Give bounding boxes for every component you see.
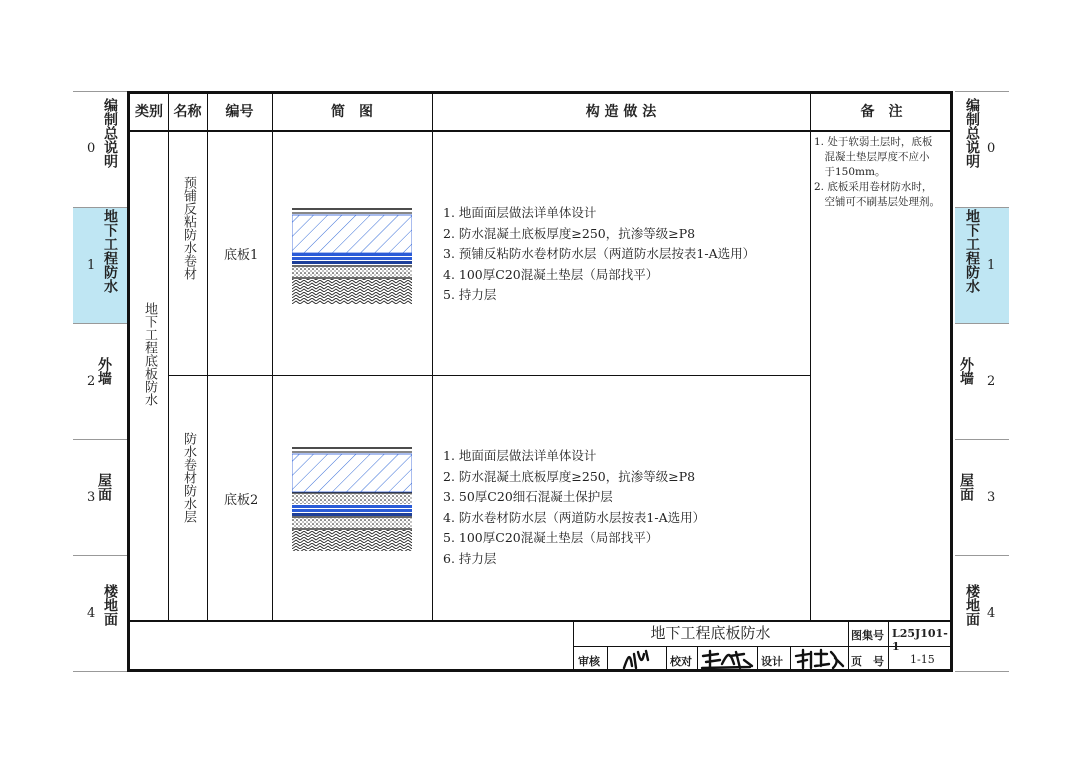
tab-label: 外墙: [96, 357, 112, 385]
row2-name: 防水卷材防水层: [181, 432, 196, 523]
left-tab-0[interactable]: [73, 91, 127, 207]
concrete-slab-layer: [292, 454, 412, 492]
header-diagram: 简 图: [331, 104, 373, 120]
header-code: 编号: [225, 104, 254, 120]
col-line-5: [810, 94, 811, 620]
row1-section-diagram: [292, 208, 412, 306]
page-number: 1-15: [910, 653, 935, 666]
cushion-layer: [292, 518, 412, 528]
membrane-layer: [292, 509, 412, 512]
remark-line: 空铺可不刷基层处理剂。: [814, 196, 940, 208]
designer-signature: [793, 648, 845, 670]
step-item: 1. 地面面层做法详单体设计: [443, 448, 597, 463]
row1-name: 预铺反粘防水卷材: [181, 176, 196, 280]
step-item: 4. 防水卷材防水层（两道防水层按表1-A选用）: [443, 509, 706, 525]
row1-construction-steps: [443, 203, 755, 306]
row2-construction-steps: [443, 446, 705, 569]
remark-line: 1. 处于软弱土层时，底板: [814, 136, 933, 148]
tab-number: 1: [987, 258, 996, 273]
membrane-layer: [292, 253, 412, 256]
step-item: 3. 预铺反粘防水卷材防水层（两道防水层按表1-A选用）: [443, 246, 756, 261]
col-line-4: [432, 94, 433, 620]
tab-number: 4: [87, 606, 96, 621]
tab-number: 0: [87, 141, 96, 156]
atlas-label: 图集号: [851, 629, 884, 642]
tab-label: 屋面: [96, 473, 112, 501]
remark-line: 混凝土垫层厚度不应小: [814, 151, 930, 163]
step-item: 3. 50厚C20细石混凝土保护层: [443, 489, 613, 504]
tab-number: 2: [987, 374, 996, 389]
remark-line: 2. 底板采用卷材防水时，: [814, 181, 933, 193]
tab-number: 1: [87, 258, 96, 273]
right-side-nav: [955, 91, 1009, 672]
right-tab-2[interactable]: [955, 323, 1009, 439]
left-tab-1[interactable]: [73, 207, 127, 323]
bearing-layer: [292, 279, 412, 304]
protection-layer: [292, 494, 412, 504]
category-cell: 地下工程底板防水: [142, 302, 157, 406]
design-label: 设计: [761, 655, 783, 668]
left-tab-4[interactable]: [73, 555, 127, 672]
remarks-notes: [814, 135, 940, 210]
check-label: 校对: [670, 655, 692, 668]
title-block-line: [757, 646, 758, 672]
header-divider: [130, 130, 950, 132]
reviewer-signature: [620, 648, 660, 670]
drawing-frame: [127, 91, 953, 672]
step-item: 5. 100厚C20混凝土垫层（局部找平）: [443, 530, 659, 545]
membrane-layer: [292, 505, 412, 508]
tab-label: 地下工程防水: [964, 209, 980, 293]
tab-number: 4: [987, 606, 996, 621]
membrane-layer: [292, 513, 412, 516]
cushion-layer: [292, 267, 412, 277]
drawing-title: 地下工程底板防水: [650, 624, 771, 642]
header-name: 名称: [173, 104, 202, 120]
remark-line: 于150mm。: [814, 166, 886, 178]
left-tab-3[interactable]: [73, 439, 127, 555]
tab-number: 2: [87, 374, 96, 389]
col-line-2: [207, 94, 208, 620]
tab-label: 编制总说明: [964, 98, 980, 168]
header-category: 类别: [135, 104, 163, 120]
row1-code: 底板1: [224, 248, 259, 263]
right-tab-4[interactable]: [955, 555, 1009, 672]
tab-number: 3: [987, 490, 996, 505]
atlas-number: L25J101-1: [892, 627, 948, 653]
concrete-slab-layer: [292, 215, 412, 253]
title-block-line: [666, 646, 667, 672]
step-item: 5. 持力层: [443, 287, 497, 302]
title-block-line: [697, 646, 698, 672]
page-label: 页 号: [851, 655, 884, 668]
tab-label: 楼地面: [964, 584, 980, 626]
right-tab-0[interactable]: [955, 91, 1009, 207]
row-divider: [168, 375, 810, 376]
step-item: 2. 防水混凝土底板厚度≥250，抗渗等级≥P8: [443, 225, 696, 241]
right-tab-1[interactable]: [955, 207, 1009, 323]
tab-label: 外墙: [958, 357, 974, 385]
step-item: 4. 100厚C20混凝土垫层（局部找平）: [443, 266, 659, 282]
step-item: 2. 防水混凝土底板厚度≥250，抗渗等级≥P8: [443, 468, 696, 484]
tab-label: 屋面: [958, 473, 974, 501]
right-tab-3[interactable]: [955, 439, 1009, 555]
step-item: 6. 持力层: [443, 550, 497, 566]
col-line-3: [272, 94, 273, 620]
header-remarks: 备 注: [860, 104, 903, 120]
title-block-line: [607, 646, 608, 672]
bearing-layer: [292, 530, 412, 551]
row2-code: 底板2: [224, 493, 259, 508]
step-item: 1. 地面面层做法详单体设计: [443, 205, 597, 220]
tab-label: 地下工程防水: [102, 209, 118, 293]
membrane-layer: [292, 261, 412, 264]
title-block-line: [790, 646, 791, 672]
tab-number: 3: [87, 490, 96, 505]
tab-label: 楼地面: [102, 584, 118, 626]
row2-section-diagram: [292, 447, 412, 553]
tab-label: 编制总说明: [102, 98, 118, 168]
left-tab-2[interactable]: [73, 323, 127, 439]
tab-number: 0: [987, 141, 996, 156]
header-method: 构 造 做 法: [585, 104, 657, 120]
title-block-line: [848, 620, 849, 672]
title-block-line: [888, 620, 889, 672]
left-side-nav: [73, 91, 127, 672]
col-line-1: [168, 94, 169, 620]
membrane-layer: [292, 257, 412, 260]
review-label: 审核: [578, 655, 600, 668]
checker-signature: [700, 648, 755, 670]
